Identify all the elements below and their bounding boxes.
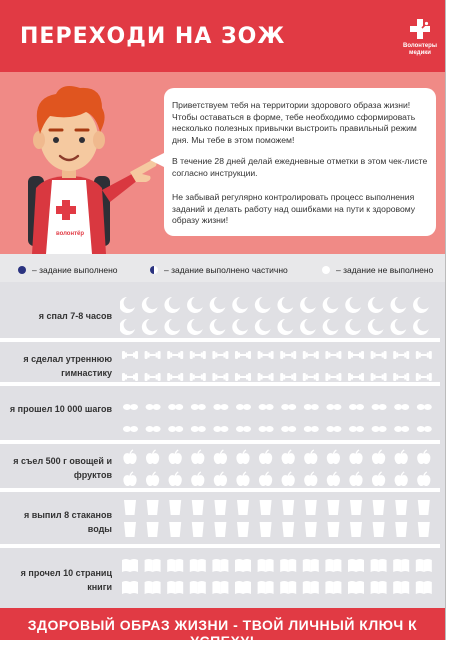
dumbbell-icon[interactable] [122, 373, 138, 381]
filled-circle-icon [18, 266, 26, 274]
dumbbell-icon[interactable] [280, 351, 296, 359]
book-icon[interactable] [348, 559, 364, 572]
legend-item-done: – задание выполнено [18, 264, 118, 275]
apple-icon[interactable] [372, 472, 385, 486]
book-icon[interactable] [235, 581, 251, 594]
footprint-icon[interactable] [349, 404, 364, 410]
logo-text: Волонтеры медики [403, 43, 437, 56]
dumbbell-icon[interactable] [303, 373, 319, 381]
apple-icon[interactable] [417, 472, 430, 486]
glass-icon[interactable] [305, 500, 317, 515]
glass-icon[interactable] [124, 522, 136, 537]
apple-icon[interactable] [327, 450, 340, 464]
book-icon[interactable] [212, 581, 228, 594]
dumbbell-icon[interactable] [212, 351, 228, 359]
footprint-icon[interactable] [372, 404, 387, 410]
book-icon[interactable] [416, 581, 432, 594]
dumbbell-icon[interactable] [122, 351, 138, 359]
book-icon[interactable] [303, 559, 319, 572]
apple-icon[interactable] [259, 450, 272, 464]
apple-icon[interactable] [214, 450, 227, 464]
row-divider [0, 338, 440, 342]
moon-icon[interactable] [232, 297, 248, 313]
book-icon[interactable] [258, 559, 274, 572]
apple-icon[interactable] [259, 472, 272, 486]
moon-icon[interactable] [120, 319, 135, 335]
moon-icon[interactable] [142, 297, 158, 313]
glass-icon[interactable] [418, 522, 430, 537]
glass-icon[interactable] [169, 522, 181, 537]
footprint-icon[interactable] [349, 426, 364, 432]
apple-icon[interactable] [304, 450, 317, 464]
footprint-icon[interactable] [394, 404, 409, 410]
glass-icon[interactable] [147, 500, 159, 515]
moon-icon[interactable] [187, 297, 203, 313]
dumbbell-icon[interactable] [145, 351, 161, 359]
footprint-icon[interactable] [191, 426, 206, 432]
habit-label: я съел 500 г овощей и фруктов [13, 456, 112, 480]
book-icon[interactable] [145, 581, 161, 594]
book-icon[interactable] [393, 581, 409, 594]
footer-slogan: ЗДОРОВЫЙ ОБРАЗ ЖИЗНИ - ТВОЙ ЛИЧНЫЙ КЛЮЧ К УСПЕХУ! [27, 617, 418, 649]
book-icon[interactable] [190, 559, 206, 572]
moon-icon[interactable] [345, 297, 361, 313]
book-icon[interactable] [416, 559, 432, 572]
book-icon[interactable] [167, 581, 183, 594]
dumbbell-icon[interactable] [348, 373, 364, 381]
book-icon[interactable] [303, 581, 319, 594]
moon-icon[interactable] [368, 297, 384, 313]
moon-icon[interactable] [120, 297, 135, 313]
book-icon[interactable] [325, 581, 341, 594]
book-icon[interactable] [371, 559, 387, 572]
moon-icon[interactable] [413, 319, 429, 335]
moon-icon[interactable] [390, 319, 406, 335]
apple-icon[interactable] [304, 472, 317, 486]
habit-label: я прочел 10 страниц книги [20, 568, 112, 592]
apple-icon[interactable] [236, 450, 249, 464]
book-icon[interactable] [393, 559, 409, 572]
book-icons-row[interactable] [120, 556, 440, 616]
dumbbell-icon[interactable] [325, 351, 341, 359]
moon-icon[interactable] [323, 319, 339, 335]
moon-icon[interactable] [164, 319, 180, 335]
book-icon[interactable] [122, 581, 138, 594]
moon-icon[interactable] [277, 297, 293, 313]
book-icon[interactable] [190, 581, 206, 594]
moon-icons-row[interactable] [120, 294, 440, 354]
glass-icon[interactable] [327, 500, 339, 515]
apple-icon[interactable] [236, 472, 249, 486]
habit-label: я сделал утреннюю гимнастику [23, 354, 112, 378]
footprint-icon[interactable] [236, 426, 251, 432]
apple-icon[interactable] [282, 472, 295, 486]
footprint-icon[interactable] [304, 426, 319, 432]
glass-icon[interactable] [237, 522, 249, 537]
moon-icon[interactable] [300, 319, 316, 335]
moon-icon[interactable] [142, 319, 158, 335]
shirt-text: волонтёр [55, 231, 85, 237]
footprint-icon[interactable] [304, 404, 319, 410]
empty-circle-icon [322, 266, 330, 274]
glass-icon[interactable] [214, 500, 226, 515]
dumbbell-icon[interactable] [325, 373, 341, 381]
glass-icon[interactable] [305, 522, 317, 537]
dumbbell-icon[interactable] [235, 373, 251, 381]
moon-icon[interactable] [323, 297, 339, 313]
book-icon[interactable] [145, 559, 161, 572]
row-divider [0, 382, 440, 386]
book-icon[interactable] [371, 581, 387, 594]
glass-icon[interactable] [169, 500, 181, 515]
dumbbell-icon[interactable] [167, 351, 183, 359]
book-icon[interactable] [235, 559, 251, 572]
glass-icon[interactable] [237, 500, 249, 515]
row-divider [0, 440, 440, 444]
volunteers-medics-logo [398, 18, 442, 57]
row-divider [0, 488, 440, 492]
footprint-icon[interactable] [213, 404, 228, 410]
footprint-icon[interactable] [123, 404, 138, 410]
book-icon[interactable] [348, 581, 364, 594]
glass-icon[interactable] [350, 522, 362, 537]
footprint-icon[interactable] [417, 426, 432, 432]
glass-icon[interactable] [147, 522, 159, 537]
glass-icon[interactable] [395, 500, 407, 515]
book-icon[interactable] [167, 559, 183, 572]
book-icon[interactable] [258, 581, 274, 594]
glass-icon[interactable] [327, 522, 339, 537]
apple-icon[interactable] [417, 450, 430, 464]
glass-icon[interactable] [373, 500, 385, 515]
glass-icon[interactable] [214, 522, 226, 537]
dumbbell-icon[interactable] [235, 351, 251, 359]
dumbbell-icon[interactable] [145, 373, 161, 381]
speech-bubble [164, 88, 436, 236]
moon-icon[interactable] [277, 319, 293, 335]
half-circle-icon [150, 266, 158, 274]
footprint-icon[interactable] [259, 426, 274, 432]
footprint-icon[interactable] [326, 404, 341, 410]
dumbbell-icon[interactable] [416, 351, 432, 359]
glass-icon[interactable] [260, 522, 272, 537]
glass-icons-row[interactable] [120, 498, 440, 558]
book-icon[interactable] [122, 559, 138, 572]
glass-icon[interactable] [260, 500, 272, 515]
glass-icon[interactable] [192, 522, 204, 537]
moon-icon[interactable] [300, 297, 316, 313]
dumbbell-icon[interactable] [393, 373, 409, 381]
book-icon[interactable] [325, 559, 341, 572]
apple-icon[interactable] [191, 472, 204, 486]
habit-label: я выпил 8 стаканов воды [23, 510, 112, 534]
apple-icon[interactable] [349, 450, 362, 464]
glass-icon[interactable] [395, 522, 407, 537]
moon-icon[interactable] [232, 319, 248, 335]
footprint-icon[interactable] [281, 404, 296, 410]
footprint-icon[interactable] [146, 426, 161, 432]
moon-icon[interactable] [255, 319, 271, 335]
moon-icon[interactable] [210, 319, 226, 335]
habit-label: я спал 7-8 часов [38, 311, 112, 321]
bubble-paragraph-reminder: Не забывай регулярно контролировать процесс выполнения заданий и делать работу над ошибками на пути к здоровому образу жизни! [172, 192, 416, 225]
page-title: ПЕРЕХОДИ НА ЗОЖ [20, 24, 286, 49]
apple-icon[interactable] [123, 472, 136, 486]
moon-icon[interactable] [164, 297, 180, 313]
footprint-icon[interactable] [394, 426, 409, 432]
medical-cross-icon [409, 18, 431, 40]
moon-icon[interactable] [210, 297, 226, 313]
apple-icon[interactable] [282, 450, 295, 464]
footprint-icon[interactable] [281, 426, 296, 432]
moon-icon[interactable] [255, 297, 271, 313]
dumbbell-icon[interactable] [303, 351, 319, 359]
moon-icon[interactable] [390, 297, 406, 313]
footprint-icon[interactable] [191, 404, 206, 410]
row-divider [0, 544, 440, 548]
dumbbell-icon[interactable] [258, 373, 274, 381]
glass-icon[interactable] [282, 500, 294, 515]
dumbbell-icon[interactable] [371, 351, 387, 359]
legend-item-partial: – задание выполнено частично [150, 264, 288, 275]
legend [0, 258, 445, 282]
footprint-icon[interactable] [168, 426, 183, 432]
dumbbell-icon[interactable] [190, 351, 206, 359]
footprint-icon[interactable] [168, 404, 183, 410]
apple-icon[interactable] [146, 450, 159, 464]
apple-icon[interactable] [349, 472, 362, 486]
dumbbell-icon[interactable] [280, 373, 296, 381]
apple-icon[interactable] [327, 472, 340, 486]
legend-item-not-done: – задание не выполнено [322, 264, 433, 275]
footprint-icon[interactable] [372, 426, 387, 432]
apple-icon[interactable] [395, 472, 408, 486]
footprint-icon[interactable] [259, 404, 274, 410]
footer-banner [0, 608, 445, 649]
apple-icon[interactable] [169, 472, 182, 486]
apple-icon[interactable] [123, 450, 136, 464]
apple-icon[interactable] [372, 450, 385, 464]
footprint-icon[interactable] [417, 404, 432, 410]
dumbbell-icon[interactable] [190, 373, 206, 381]
header-banner [0, 0, 445, 72]
volunteer-character-illustration [6, 80, 166, 254]
footprint-icon[interactable] [123, 426, 138, 432]
bubble-paragraph-greeting: Приветствуем тебя на территории здорового образа жизни! Чтобы оставаться в форме, тебе необходимо сформировать несколько полезных привычки выстроить правильный режим дня. Мы тебе в этом поможем! [172, 100, 417, 145]
footprint-icon[interactable] [326, 426, 341, 432]
apple-icon[interactable] [146, 472, 159, 486]
apple-icon[interactable] [169, 450, 182, 464]
dumbbell-icon[interactable] [258, 351, 274, 359]
habit-label: я прошел 10 000 шагов [9, 404, 112, 414]
glass-icon[interactable] [418, 500, 430, 515]
moon-icon[interactable] [345, 319, 361, 335]
footprint-icon[interactable] [213, 426, 228, 432]
dumbbell-icons-row[interactable] [120, 346, 440, 406]
moon-icon[interactable] [187, 319, 203, 335]
glass-icon[interactable] [373, 522, 385, 537]
glass-icon[interactable] [282, 522, 294, 537]
book-icon[interactable] [280, 581, 296, 594]
moon-icon[interactable] [368, 319, 384, 335]
glass-icon[interactable] [124, 500, 136, 515]
dumbbell-icon[interactable] [393, 351, 409, 359]
footprint-icon[interactable] [236, 404, 251, 410]
dumbbell-icon[interactable] [416, 373, 432, 381]
glass-icon[interactable] [192, 500, 204, 515]
apple-icon[interactable] [191, 450, 204, 464]
dumbbell-icon[interactable] [371, 373, 387, 381]
bubble-paragraph-instruction: В течение 28 дней делай ежедневные отметки в этом чек-листе согласно инструкции. [172, 156, 428, 178]
dumbbell-icon[interactable] [212, 373, 228, 381]
dumbbell-icon[interactable] [348, 351, 364, 359]
footprint-icon[interactable] [146, 404, 161, 410]
book-icon[interactable] [212, 559, 228, 572]
apple-icon[interactable] [395, 450, 408, 464]
moon-icon[interactable] [413, 297, 429, 313]
apple-icon[interactable] [214, 472, 227, 486]
glass-icon[interactable] [350, 500, 362, 515]
hero-section [0, 72, 445, 254]
dumbbell-icon[interactable] [167, 373, 183, 381]
habit-checklist-grid [0, 282, 445, 610]
book-icon[interactable] [280, 559, 296, 572]
